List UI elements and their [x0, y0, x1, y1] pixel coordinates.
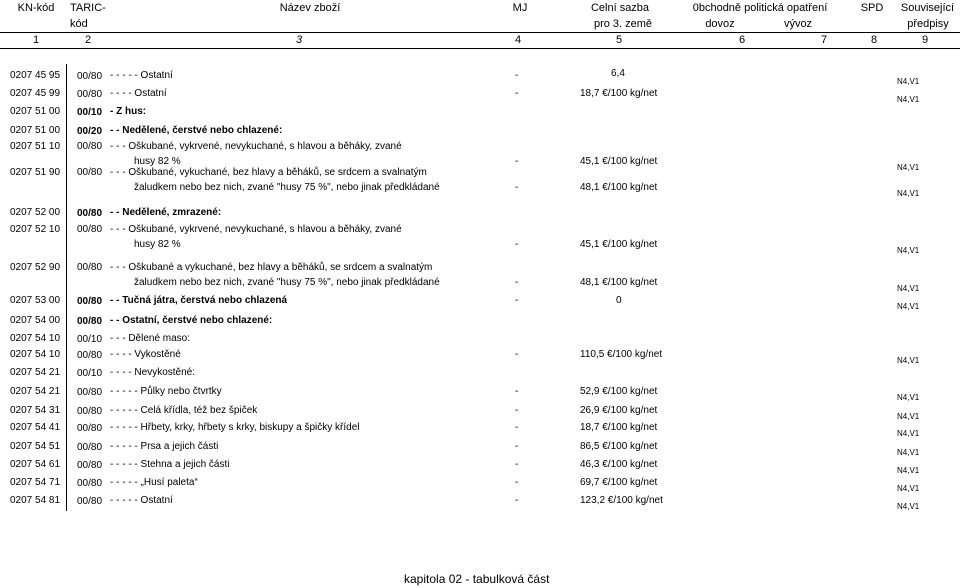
taric-code: 00/80 [77, 208, 103, 219]
header-souvisejici: Související [900, 2, 955, 14]
kn-code: 0207 45 95 [10, 70, 61, 81]
col-number-6: 6 [738, 34, 746, 46]
spd-code: N4,V1 [897, 95, 920, 104]
taric-code: 00/80 [77, 316, 103, 327]
duty-rate: 110,5 €/100 kg/net [580, 349, 663, 360]
kn-code: 0207 54 41 [10, 422, 61, 433]
goods-description: - - - - - Stehna a jejich části [110, 459, 230, 470]
spd-code: N4,V1 [897, 412, 920, 421]
unit-mj: - [515, 477, 519, 488]
kn-code: 0207 52 00 [10, 207, 61, 218]
unit-mj: - [515, 182, 519, 193]
spd-code: N4,V1 [897, 466, 920, 475]
col-number-9: 9 [921, 34, 929, 46]
unit-mj: - [515, 277, 519, 288]
goods-description: - - - - - „Husí paleta“ [110, 477, 198, 488]
kn-code: 0207 54 10 [10, 333, 61, 344]
kn-code: 0207 54 21 [10, 367, 61, 378]
taric-code: 00/10 [77, 368, 103, 379]
goods-description: - - - Oškubané, vykrvené, nevykuchané, s hlavou a běháky, zvané [110, 224, 402, 235]
spd-code: N4,V1 [897, 163, 920, 172]
kn-code: 0207 54 61 [10, 459, 61, 470]
col-number-8: 8 [870, 34, 878, 46]
goods-description: - - - Oškubané, vykuchané, bez hlavy a běháků, se srdcem a svalnatým [110, 167, 427, 178]
unit-mj: - [515, 88, 519, 99]
taric-code: 00/80 [77, 442, 103, 453]
taric-code: 00/80 [77, 296, 103, 307]
goods-description: - - - - - Půlky nebo čtvrtky [110, 386, 222, 397]
unit-mj: - [515, 441, 519, 452]
goods-description-cont: žaludkem nebo bez nich, zvané "husy 75 %", nebo jinak předkládané [134, 277, 440, 288]
taric-code: 00/80 [77, 71, 103, 82]
taric-code: 00/80 [77, 478, 103, 489]
unit-mj: - [515, 295, 519, 306]
header-vyvoz: vývoz [783, 18, 813, 30]
taric-code: 00/10 [77, 107, 103, 118]
taric-code: 00/80 [77, 460, 103, 471]
page-footer: kapitola 02 - tabulková část [404, 572, 550, 586]
unit-mj: - [515, 156, 519, 167]
goods-description: - - - - - Hřbety, krky, hřbety s krky, biskupy a špičky křídel [110, 422, 360, 433]
duty-rate: 18,7 €/100 kg/net [580, 88, 658, 99]
spd-code: N4,V1 [897, 189, 920, 198]
kn-code: 0207 53 00 [10, 295, 61, 306]
kn-code: 0207 51 00 [10, 106, 61, 117]
taric-code: 00/80 [77, 423, 103, 434]
goods-description: - - Nedělené, čerstvé nebo chlazené: [110, 125, 283, 136]
goods-description: - - Nedělené, zmrazené: [110, 207, 222, 218]
duty-rate: 123,2 €/100 kg/net [580, 495, 663, 506]
kn-code: 0207 54 00 [10, 315, 61, 326]
goods-description-cont: žaludkem nebo bez nich, zvané "husy 75 %", nebo jinak předkládané [134, 182, 440, 193]
spd-code: N4,V1 [897, 502, 920, 511]
kn-code: 0207 54 31 [10, 405, 61, 416]
goods-description: - - - Dělené maso: [110, 333, 191, 344]
goods-description: - - - - - Ostatní [110, 495, 173, 506]
kn-code: 0207 45 99 [10, 88, 61, 99]
header-rule-top [0, 32, 960, 33]
header-mj: MJ [512, 2, 528, 14]
taric-code: 00/80 [77, 89, 103, 100]
goods-description: - - - Oškubané a vykuchané, bez hlavy a běháků, se srdcem a svalnatým [110, 262, 433, 273]
duty-rate: 52,9 €/100 kg/net [580, 386, 658, 397]
kn-code: 0207 54 21 [10, 386, 61, 397]
duty-rate: 69,7 €/100 kg/net [580, 477, 658, 488]
header-pro-3-zeme: pro 3. země [593, 18, 653, 30]
header-spd: SPD [860, 2, 884, 14]
duty-rate: 46,3 €/100 kg/net [580, 459, 658, 470]
duty-rate: 48,1 €/100 kg/net [580, 277, 658, 288]
goods-description-cont: husy 82 % [134, 156, 181, 167]
spd-code: N4,V1 [897, 429, 920, 438]
kn-code: 0207 51 90 [10, 167, 61, 178]
taric-code: 00/80 [77, 406, 103, 417]
header-predpisy: předpisy [907, 18, 949, 30]
taric-code: 00/20 [77, 126, 103, 137]
unit-mj: - [515, 495, 519, 506]
header-celni-sazba: Celní sazba [590, 2, 650, 14]
kn-code: 0207 51 10 [10, 141, 61, 152]
kn-code: 0207 54 10 [10, 349, 61, 360]
col-number-3: 3 [295, 34, 303, 46]
taric-code: 00/80 [77, 167, 103, 178]
header-kod: kód [70, 18, 88, 30]
duty-rate: 45,1 €/100 kg/net [580, 239, 658, 250]
taric-code: 00/80 [77, 387, 103, 398]
taric-code: 00/80 [77, 141, 103, 152]
kn-code: 0207 54 71 [10, 477, 61, 488]
header-obchodne-politicka-opatreni: 0bchodně politická opatření [692, 2, 828, 14]
table-header [0, 0, 960, 48]
goods-description-cont: husy 82 % [134, 239, 181, 250]
unit-mj: - [515, 405, 519, 416]
goods-description: - Z hus: [110, 106, 147, 117]
col-number-1: 1 [32, 34, 40, 46]
spd-code: N4,V1 [897, 246, 920, 255]
kn-code: 0207 52 90 [10, 262, 61, 273]
goods-description: - - - - - Prsa a jejich části [110, 441, 219, 452]
duty-rate: 0 [616, 295, 622, 306]
col-number-7: 7 [820, 34, 828, 46]
goods-description: - - Tučná játra, čerstvá nebo chlazená [110, 295, 288, 306]
unit-mj: - [515, 459, 519, 470]
goods-description: - - - Oškubané, vykrvené, nevykuchané, s hlavou a běháky, zvané [110, 141, 402, 152]
kn-code: 0207 54 81 [10, 495, 61, 506]
column-divider [66, 64, 67, 511]
duty-rate: 45,1 €/100 kg/net [580, 156, 658, 167]
spd-code: N4,V1 [897, 302, 920, 311]
unit-mj: - [515, 422, 519, 433]
spd-code: N4,V1 [897, 448, 920, 457]
header-rule-bottom [0, 48, 960, 49]
taric-code: 00/80 [77, 496, 103, 507]
unit-mj: - [515, 349, 519, 360]
col-number-4: 4 [514, 34, 522, 46]
unit-mj: - [515, 239, 519, 250]
taric-code: 00/80 [77, 350, 103, 361]
spd-code: N4,V1 [897, 484, 920, 493]
duty-rate: 18,7 €/100 kg/net [580, 422, 658, 433]
taric-code: 00/10 [77, 334, 103, 345]
goods-description: - - - - - Ostatní [110, 70, 173, 81]
unit-mj: - [515, 386, 519, 397]
spd-code: N4,V1 [897, 77, 920, 86]
duty-rate: 26,9 €/100 kg/net [580, 405, 658, 416]
duty-rate: 48,1 €/100 kg/net [580, 182, 658, 193]
unit-mj: - [515, 70, 519, 81]
header-dovoz: dovoz [705, 18, 735, 30]
goods-description: - - - - Vykostěné [110, 349, 181, 360]
header-kn-kod: KN-kód [17, 2, 55, 14]
goods-description: - - - - - Celá křídla, též bez špiček [110, 405, 258, 416]
taric-code: 00/80 [77, 262, 103, 273]
col-number-5: 5 [615, 34, 623, 46]
header-taric: TARIC- [70, 2, 106, 14]
col-number-2: 2 [84, 34, 92, 46]
spd-code: N4,V1 [897, 356, 920, 365]
goods-description: - - - - Ostatní [110, 88, 167, 99]
spd-code: N4,V1 [897, 284, 920, 293]
duty-rate: 6,4 [611, 68, 625, 79]
taric-code: 00/80 [77, 224, 103, 235]
kn-code: 0207 54 51 [10, 441, 61, 452]
kn-code: 0207 52 10 [10, 224, 61, 235]
goods-description: - - Ostatní, čerstvé nebo chlazené: [110, 315, 273, 326]
goods-description: - - - - Nevykostěné: [110, 367, 196, 378]
header-nazev-zbozi: Název zboží [279, 2, 341, 14]
duty-rate: 86,5 €/100 kg/net [580, 441, 658, 452]
spd-code: N4,V1 [897, 393, 920, 402]
kn-code: 0207 51 00 [10, 125, 61, 136]
